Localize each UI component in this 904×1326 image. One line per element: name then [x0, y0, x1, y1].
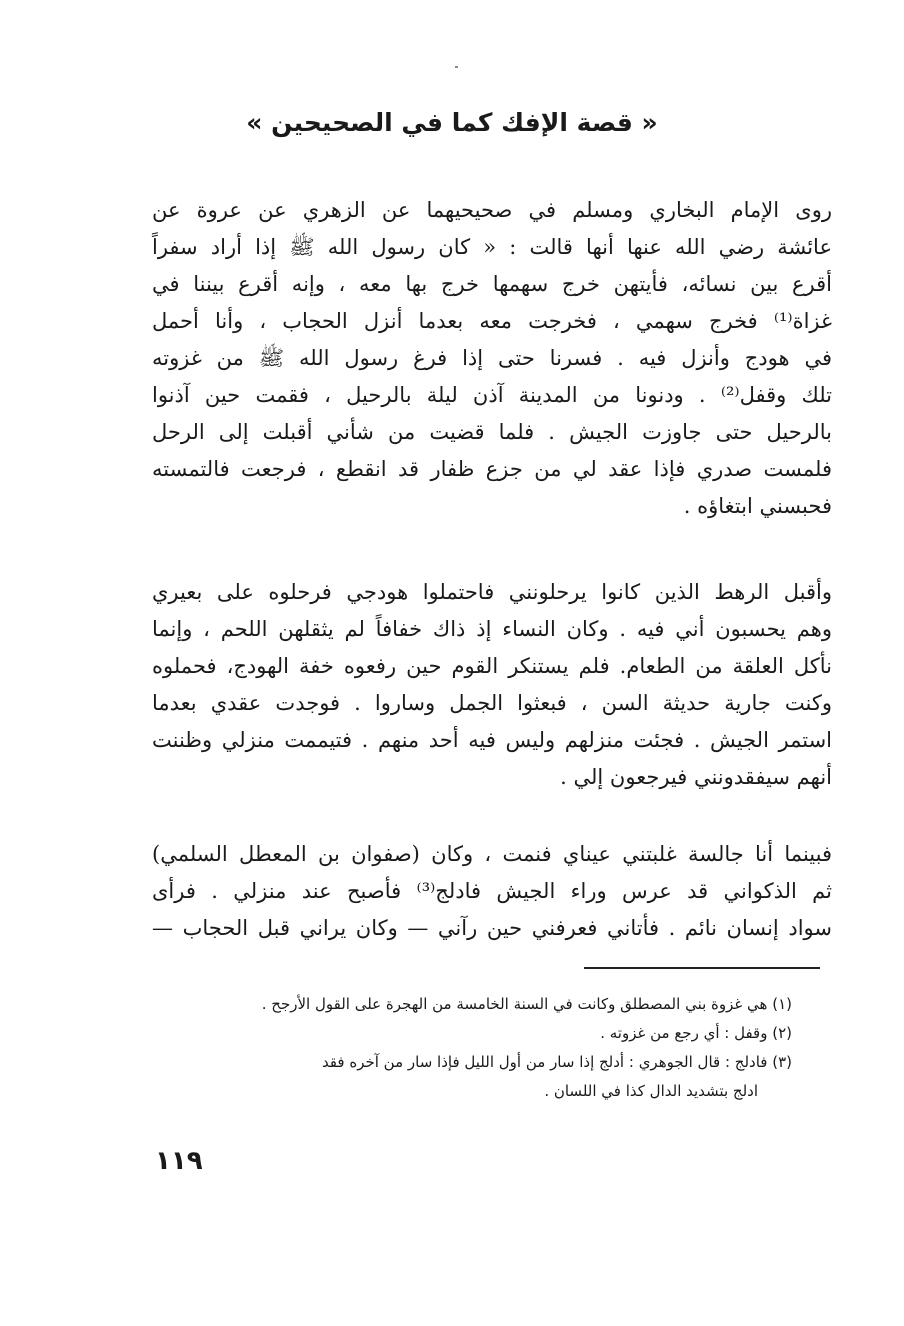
text-line: أنهم سيفقدونني فيرجعون إلي .: [560, 765, 832, 789]
footnote-separator: [584, 967, 820, 969]
text-line: غزاة⁽¹⁾ فخرج سهمي ، فخرجت معه بعدما أنزل الحجاب ، وأنا أحمل: [152, 309, 832, 333]
text-line: عائشة رضي الله عنها أنها قالت : « كان رسول الله ﷺ إذا أراد سفراً: [152, 235, 832, 259]
text-line: وأقبل الرهط الذين كانوا يرحلونني فاحتملوا هودجي فرحلوه على بعيري: [152, 580, 832, 604]
paragraph-3: [152, 836, 832, 947]
footnote-3-continuation: ادلج بتشديد الدال كذا في اللسان .: [544, 1082, 758, 1100]
text-line: فحبسني ابتغاؤه .: [683, 494, 832, 518]
text-line: تلك وقفل⁽²⁾ . ودنونا من المدينة آذن ليلة بالرحيل ، فقمت حين آذنوا: [152, 383, 832, 407]
text-line: في هودج وأنزل فيه . فسرنا حتى إذا فرغ رسول الله ﷺ من غزوته: [152, 346, 832, 370]
text-line: فبينما أنا جالسة غلبتني عيناي فنمت ، وكان (صفوان بن المعطل السلمي): [152, 842, 832, 866]
chapter-title: « قصة الإفك كما في الصحيحين »: [246, 108, 658, 137]
footnotes: [152, 990, 792, 1106]
text-line: بالرحيل حتى جاوزت الجيش . فلما قضيت من شأني أقبلت إلى الرحل: [152, 420, 832, 444]
text-line: أقرع بين نسائه، فأيتهن خرج سهمها خرج بها معه ، وإنه أقرع بيننا في: [152, 272, 832, 296]
text-line: استمر الجيش . فجئت منزلهم وليس فيه أحد منهم . فتيممت منزلي وظننت: [152, 728, 832, 752]
text-line: وكنت جارية حديثة السن ، فبعثوا الجمل وساروا . فوجدت عقدي بعدما: [152, 691, 832, 715]
paragraph-1: [152, 192, 832, 525]
footnote-1: (١) هي غزوة بني المصطلق وكانت في السنة الخامسة من الهجرة على القول الأرجح .: [261, 995, 792, 1013]
scan-speck: [455, 66, 458, 68]
footnote-3: (٣) فادلج : قال الجوهري : أدلج إذا سار من أول الليل فإذا سار من آخره فقد: [321, 1053, 792, 1071]
text-line: فلمست صدري فإذا عقد لي من جزع ظفار قد انقطع ، فرجعت فالتمسته: [152, 457, 832, 481]
text-line: روى الإمام البخاري ومسلم في صحيحيهما عن الزهري عن عروة عن: [152, 198, 832, 222]
page-number: ١١٩: [155, 1146, 203, 1176]
text-line: نأكل العلقة من الطعام. فلم يستنكر القوم حين رفعوه خفة الهودج، فحملوه: [152, 654, 832, 678]
footnote-2: (٢) وقفل : أي رجع من غزوته .: [600, 1024, 792, 1042]
text-line: ثم الذكواني قد عرس وراء الجيش فادلج⁽³⁾ فأصبح عند منزلي . فرأى: [152, 879, 833, 903]
text-line: سواد إنسان نائم . فأتاني فعرفني حين رآني — وكان يراني قبل الحجاب —: [152, 916, 832, 940]
text-line: وهم يحسبون أني فيه . وكان النساء إذ ذاك خفافاً لم يثقلهن اللحم ، وإنما: [152, 617, 832, 641]
paragraph-2: [152, 574, 832, 796]
